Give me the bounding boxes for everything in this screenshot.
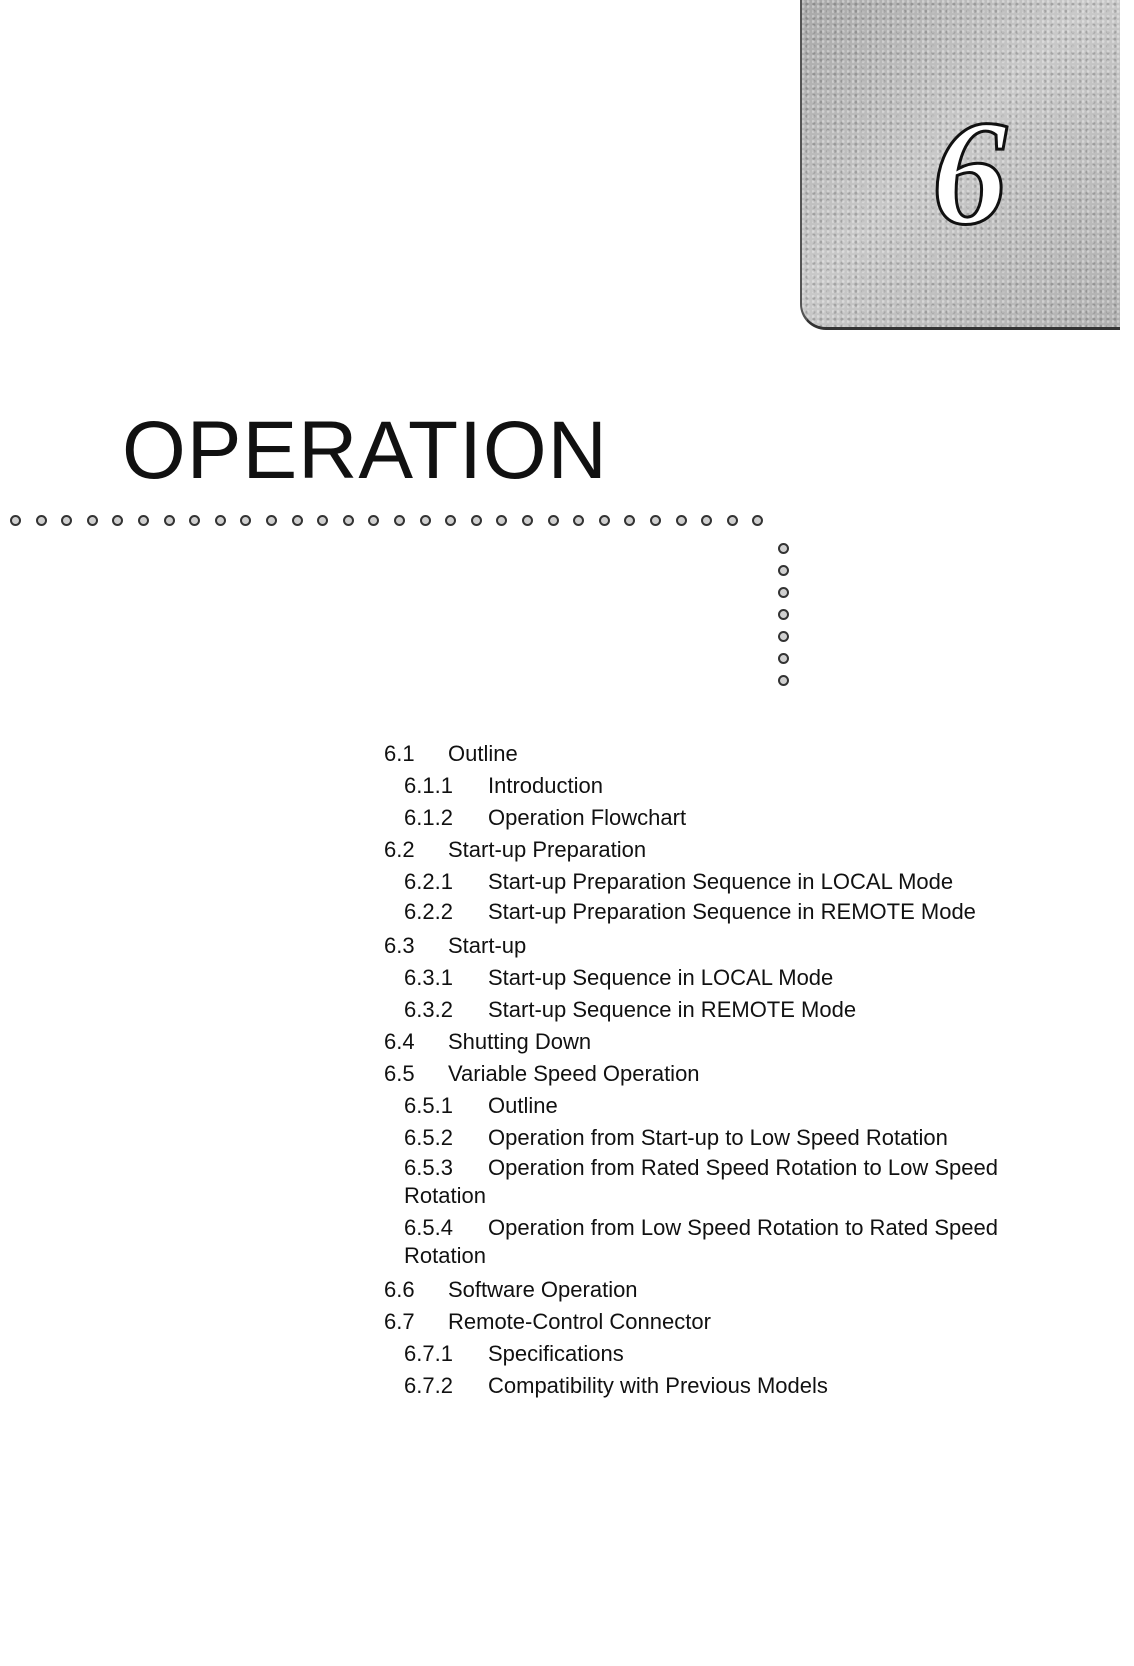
divider-dot	[778, 609, 789, 620]
divider-dot	[701, 515, 712, 526]
divider-dot	[164, 515, 175, 526]
toc-item[interactable]: 6.3 Start-up	[384, 933, 527, 958]
toc-item[interactable]: 6.5.1 Outline	[404, 1093, 558, 1118]
divider-dot	[292, 515, 303, 526]
divider-dot	[522, 515, 533, 526]
toc-item[interactable]: 6.5.4 Operation from Low Speed Rotation to Rated Speed Rotation	[404, 1215, 998, 1268]
divider-dot	[624, 515, 635, 526]
toc-item[interactable]: 6.1 Outline	[384, 741, 518, 766]
divider-dot	[752, 515, 763, 526]
divider-dot	[778, 631, 789, 642]
divider-dot	[445, 515, 456, 526]
toc-item[interactable]: 6.7.2 Compatibility with Previous Models	[404, 1373, 828, 1398]
chapter-title: OPERATION	[122, 405, 608, 496]
toc-item[interactable]: 6.1.2 Operation Flowchart	[404, 805, 687, 830]
divider-dot	[676, 515, 687, 526]
toc-item[interactable]: 6.6 Software Operation	[384, 1277, 638, 1302]
divider-dot	[573, 515, 584, 526]
divider-dot	[87, 515, 98, 526]
toc-item[interactable]: 6.7.1 Specifications	[404, 1341, 624, 1366]
divider-dot	[138, 515, 149, 526]
toc-item[interactable]: 6.7 Remote-Control Connector	[384, 1309, 711, 1334]
divider-dot	[368, 515, 379, 526]
toc-item[interactable]: 6.5 Variable Speed Operation	[384, 1061, 700, 1086]
divider-dot	[36, 515, 47, 526]
divider-dot	[189, 515, 200, 526]
divider-dot	[778, 565, 789, 576]
toc-item[interactable]: 6.3.2 Start-up Sequence in REMOTE Mode	[404, 997, 857, 1022]
divider-dot	[471, 515, 482, 526]
toc-item[interactable]: 6.5.2 Operation from Start-up to Low Speed Rotation	[404, 1125, 948, 1150]
divider-dot	[778, 653, 789, 664]
chapter-tab	[800, 0, 1120, 330]
divider-dot	[10, 515, 21, 526]
toc-item[interactable]: 6.3.1 Start-up Sequence in LOCAL Mode	[404, 965, 834, 990]
toc-item[interactable]: 6.2.1 Start-up Preparation Sequence in LOCAL Mode	[404, 869, 954, 894]
divider-dot	[599, 515, 610, 526]
divider-dot	[240, 515, 251, 526]
divider-dot	[778, 675, 789, 686]
divider-dot	[727, 515, 738, 526]
divider-dot	[61, 515, 72, 526]
toc-item[interactable]: 6.4 Shutting Down	[384, 1029, 592, 1054]
toc-item[interactable]: 6.2 Start-up Preparation	[384, 837, 647, 862]
chapter-number: 6	[932, 90, 1007, 256]
divider-dot	[317, 515, 328, 526]
toc-item[interactable]: 6.5.3 Operation from Rated Speed Rotation to Low Speed Rotation	[404, 1155, 998, 1208]
divider-dot	[343, 515, 354, 526]
table-of-contents	[384, 738, 1034, 1402]
divider-dot	[394, 515, 405, 526]
toc-item[interactable]: 6.1.1 Introduction	[404, 773, 603, 798]
divider-dot	[778, 587, 789, 598]
divider-dot	[778, 543, 789, 554]
divider-dot	[112, 515, 123, 526]
divider-dot	[650, 515, 661, 526]
divider-dot	[420, 515, 431, 526]
divider-dot	[548, 515, 559, 526]
toc-item[interactable]: 6.2.2 Start-up Preparation Sequence in REMOTE Mode	[404, 899, 976, 924]
divider-dot	[215, 515, 226, 526]
divider-dot	[496, 515, 507, 526]
divider-dot	[266, 515, 277, 526]
